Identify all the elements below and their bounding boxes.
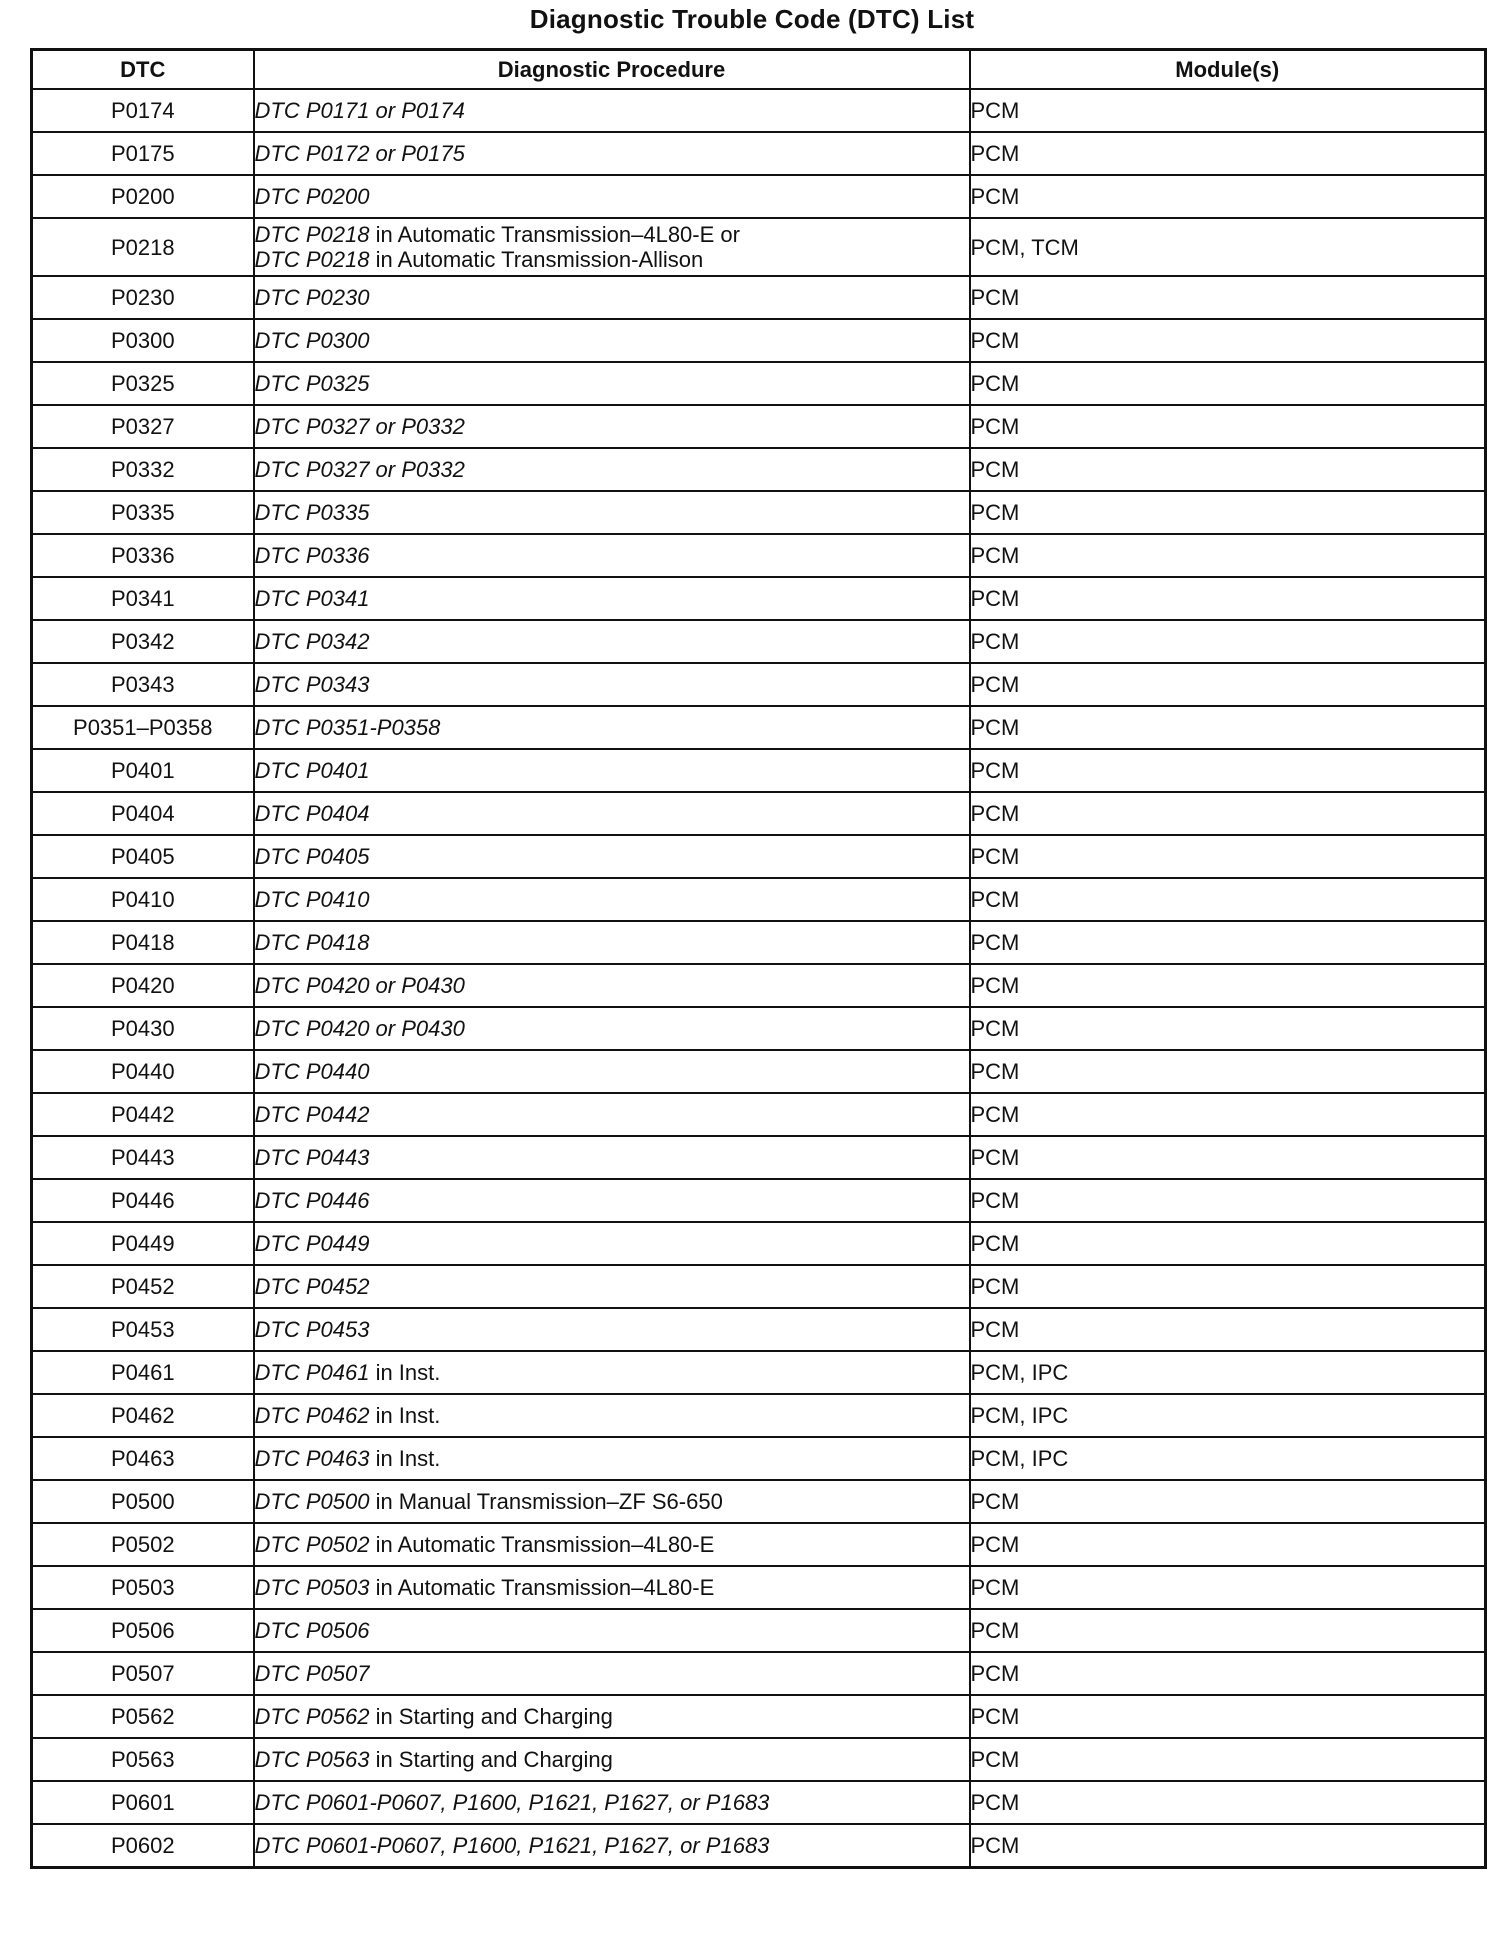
procedure-line (255, 758, 969, 783)
procedure-line (255, 371, 969, 396)
procedure-reference: DTC P0446 (254, 1188, 370, 1213)
diagnostic-procedure-cell (254, 276, 970, 319)
dtc-code-cell: P0327 (32, 405, 254, 448)
dtc-code-cell: P0218 (32, 218, 254, 276)
procedure-reference: DTC P0336 (254, 543, 370, 568)
table-row (32, 276, 1486, 319)
procedure-line (255, 1790, 969, 1815)
modules-cell: PCM (970, 620, 1486, 663)
modules-cell: PCM (970, 1695, 1486, 1738)
modules-cell: PCM (970, 792, 1486, 835)
table-row (32, 1050, 1486, 1093)
diagnostic-procedure-cell (254, 706, 970, 749)
procedure-reference: DTC P0200 (254, 184, 370, 209)
dtc-code-cell: P0405 (32, 835, 254, 878)
dtc-code-cell: P0336 (32, 534, 254, 577)
table-row (32, 1007, 1486, 1050)
dtc-code-cell: P0335 (32, 491, 254, 534)
table-row (32, 405, 1486, 448)
modules-cell: PCM (970, 663, 1486, 706)
procedure-line (255, 1360, 969, 1385)
column-header-dtc: DTC (32, 50, 254, 90)
procedure-line (255, 1231, 969, 1256)
dtc-code-cell: P0463 (32, 1437, 254, 1480)
dtc-code-cell: P0443 (32, 1136, 254, 1179)
procedure-reference: DTC P0342 (254, 629, 370, 654)
dtc-code-cell: P0420 (32, 964, 254, 1007)
procedure-note: in Inst. (369, 1446, 441, 1471)
procedure-line (255, 141, 969, 166)
procedure-reference: DTC P0440 (254, 1059, 370, 1084)
diagnostic-procedure-cell (254, 835, 970, 878)
table-row (32, 1222, 1486, 1265)
procedure-line (255, 586, 969, 611)
modules-cell: PCM, IPC (970, 1394, 1486, 1437)
procedure-reference: DTC P0405 (254, 844, 370, 869)
dtc-code-cell: P0341 (32, 577, 254, 620)
modules-cell: PCM (970, 577, 1486, 620)
table-row (32, 1394, 1486, 1437)
procedure-reference: DTC P0420 or P0430 (254, 1016, 465, 1041)
table-row (32, 706, 1486, 749)
dtc-code-cell: P0174 (32, 89, 254, 132)
procedure-line (255, 1489, 969, 1514)
procedure-reference: DTC P0601-P0607, P1600, P1621, P1627, or P1683 (254, 1833, 770, 1858)
table-row (32, 1609, 1486, 1652)
modules-cell: PCM (970, 1652, 1486, 1695)
procedure-note: in Starting and Charging (369, 1747, 613, 1772)
column-header-modules: Module(s) (970, 50, 1486, 90)
procedure-line (255, 715, 969, 740)
procedure-line (255, 1059, 969, 1084)
procedure-note: in Automatic Transmission–4L80-E (369, 1532, 715, 1557)
diagnostic-procedure-cell (254, 534, 970, 577)
procedure-line (255, 672, 969, 697)
diagnostic-procedure-cell (254, 1394, 970, 1437)
procedure-reference: DTC P0562 (254, 1704, 370, 1729)
diagnostic-procedure-cell (254, 620, 970, 663)
table-row (32, 749, 1486, 792)
procedure-reference: DTC P0218 (254, 247, 370, 272)
modules-cell: PCM (970, 1222, 1486, 1265)
modules-cell: PCM (970, 1609, 1486, 1652)
modules-cell: PCM (970, 175, 1486, 218)
procedure-reference: DTC P0506 (254, 1618, 370, 1643)
dtc-code-cell: P0503 (32, 1566, 254, 1609)
procedure-line (255, 1145, 969, 1170)
modules-cell: PCM (970, 1738, 1486, 1781)
dtc-table (30, 48, 1487, 1869)
table-row (32, 792, 1486, 835)
modules-cell: PCM (970, 89, 1486, 132)
modules-cell: PCM (970, 362, 1486, 405)
diagnostic-procedure-cell (254, 792, 970, 835)
table-row (32, 620, 1486, 663)
diagnostic-procedure-cell (254, 577, 970, 620)
table-row (32, 577, 1486, 620)
diagnostic-procedure-cell (254, 362, 970, 405)
diagnostic-procedure-cell (254, 1652, 970, 1695)
procedure-reference: DTC P0443 (254, 1145, 370, 1170)
procedure-reference: DTC P0463 (254, 1446, 370, 1471)
dtc-code-cell: P0200 (32, 175, 254, 218)
procedure-reference: DTC P0410 (254, 887, 370, 912)
diagnostic-procedure-cell (254, 1824, 970, 1868)
diagnostic-procedure-cell (254, 1050, 970, 1093)
procedure-line (255, 1016, 969, 1041)
table-row (32, 921, 1486, 964)
procedure-line (255, 1446, 969, 1471)
procedure-line (255, 457, 969, 482)
diagnostic-procedure-cell (254, 1093, 970, 1136)
procedure-reference: DTC P0500 (254, 1489, 370, 1514)
diagnostic-procedure-cell (254, 964, 970, 1007)
dtc-code-cell: P0410 (32, 878, 254, 921)
procedure-line (255, 328, 969, 353)
table-row (32, 1437, 1486, 1480)
procedure-line (255, 1747, 969, 1772)
table-row (32, 362, 1486, 405)
diagnostic-procedure-cell (254, 1351, 970, 1394)
diagnostic-procedure-cell (254, 1007, 970, 1050)
table-row (32, 1652, 1486, 1695)
table-row (32, 1308, 1486, 1351)
procedure-reference: DTC P0442 (254, 1102, 370, 1127)
procedure-line (255, 247, 969, 272)
diagnostic-procedure-cell (254, 749, 970, 792)
dtc-code-cell: P0461 (32, 1351, 254, 1394)
dtc-code-cell: P0440 (32, 1050, 254, 1093)
modules-cell: PCM, TCM (970, 218, 1486, 276)
modules-cell: PCM (970, 319, 1486, 362)
procedure-reference: DTC P0462 (254, 1403, 370, 1428)
diagnostic-procedure-cell (254, 218, 970, 276)
diagnostic-procedure-cell (254, 1523, 970, 1566)
procedure-reference: DTC P0327 or P0332 (254, 414, 465, 439)
modules-cell: PCM (970, 835, 1486, 878)
table-row (32, 448, 1486, 491)
procedure-reference: DTC P0218 (254, 222, 370, 247)
procedure-reference: DTC P0420 or P0430 (254, 973, 465, 998)
procedure-line (255, 801, 969, 826)
modules-cell: PCM (970, 448, 1486, 491)
procedure-reference: DTC P0341 (254, 586, 370, 611)
table-row (32, 534, 1486, 577)
modules-cell: PCM (970, 878, 1486, 921)
dtc-code-cell: P0562 (32, 1695, 254, 1738)
diagnostic-procedure-cell (254, 175, 970, 218)
dtc-code-cell: P0332 (32, 448, 254, 491)
procedure-note: in Automatic Transmission–4L80-E or (369, 222, 740, 247)
diagnostic-procedure-cell (254, 1222, 970, 1265)
procedure-line (255, 1403, 969, 1428)
dtc-code-cell: P0325 (32, 362, 254, 405)
procedure-reference: DTC P0401 (254, 758, 370, 783)
dtc-code-cell: P0418 (32, 921, 254, 964)
diagnostic-procedure-cell (254, 319, 970, 362)
diagnostic-procedure-cell (254, 1480, 970, 1523)
diagnostic-procedure-cell (254, 1265, 970, 1308)
procedure-reference: DTC P0461 (254, 1360, 370, 1385)
procedure-note: in Automatic Transmission–4L80-E (369, 1575, 715, 1600)
table-body (32, 89, 1486, 1868)
table-row (32, 218, 1486, 276)
procedure-reference: DTC P0563 (254, 1747, 370, 1772)
procedure-note: in Automatic Transmission-Allison (369, 247, 704, 272)
procedure-reference: DTC P0503 (254, 1575, 370, 1600)
procedure-note: in Inst. (369, 1403, 441, 1428)
diagnostic-procedure-cell (254, 448, 970, 491)
diagnostic-procedure-cell (254, 1136, 970, 1179)
table-row (32, 663, 1486, 706)
modules-cell: PCM, IPC (970, 1437, 1486, 1480)
modules-cell: PCM (970, 405, 1486, 448)
procedure-line (255, 1833, 969, 1858)
procedure-line (255, 1575, 969, 1600)
table-row (32, 1523, 1486, 1566)
procedure-note: in Manual Transmission–ZF S6-650 (369, 1489, 723, 1514)
dtc-code-cell: P0446 (32, 1179, 254, 1222)
dtc-code-cell: P0430 (32, 1007, 254, 1050)
procedure-line (255, 285, 969, 310)
modules-cell: PCM (970, 1566, 1486, 1609)
dtc-code-cell: P0300 (32, 319, 254, 362)
column-header-diagnostic-procedure: Diagnostic Procedure (254, 50, 970, 90)
diagnostic-procedure-cell (254, 89, 970, 132)
dtc-code-cell: P0343 (32, 663, 254, 706)
dtc-code-cell: P0462 (32, 1394, 254, 1437)
modules-cell: PCM (970, 706, 1486, 749)
modules-cell: PCM (970, 1050, 1486, 1093)
dtc-code-cell: P0506 (32, 1609, 254, 1652)
dtc-code-cell: P0601 (32, 1781, 254, 1824)
dtc-code-cell: P0351–P0358 (32, 706, 254, 749)
procedure-reference: DTC P0230 (254, 285, 370, 310)
dtc-code-cell: P0449 (32, 1222, 254, 1265)
diagnostic-procedure-cell (254, 663, 970, 706)
table-row (32, 1179, 1486, 1222)
page-title: Diagnostic Trouble Code (DTC) List (529, 4, 975, 34)
modules-cell: PCM (970, 132, 1486, 175)
dtc-code-cell: P0230 (32, 276, 254, 319)
table-row (32, 1824, 1486, 1868)
modules-cell: PCM (970, 1523, 1486, 1566)
modules-cell: PCM (970, 1007, 1486, 1050)
dtc-code-cell: P0452 (32, 1265, 254, 1308)
modules-cell: PCM (970, 1136, 1486, 1179)
procedure-line (255, 844, 969, 869)
procedure-reference: DTC P0327 or P0332 (254, 457, 465, 482)
diagnostic-procedure-cell (254, 1566, 970, 1609)
procedure-line (255, 500, 969, 525)
procedure-line (255, 1102, 969, 1127)
procedure-reference: DTC P0452 (254, 1274, 370, 1299)
dtc-code-cell: P0342 (32, 620, 254, 663)
modules-cell: PCM (970, 749, 1486, 792)
procedure-reference: DTC P0418 (254, 930, 370, 955)
table-row (32, 1738, 1486, 1781)
table-row (32, 1265, 1486, 1308)
procedure-line (255, 98, 969, 123)
table-row (32, 835, 1486, 878)
modules-cell: PCM (970, 276, 1486, 319)
diagnostic-procedure-cell (254, 132, 970, 175)
procedure-reference: DTC P0325 (254, 371, 370, 396)
procedure-reference: DTC P0453 (254, 1317, 370, 1342)
procedure-reference: DTC P0343 (254, 672, 370, 697)
modules-cell: PCM (970, 1093, 1486, 1136)
dtc-code-cell: P0602 (32, 1824, 254, 1868)
procedure-line (255, 1317, 969, 1342)
diagnostic-procedure-cell (254, 491, 970, 534)
table-row (32, 1781, 1486, 1824)
table-row (32, 175, 1486, 218)
table-row (32, 89, 1486, 132)
modules-cell: PCM (970, 964, 1486, 1007)
diagnostic-procedure-cell (254, 405, 970, 448)
diagnostic-procedure-cell (254, 1179, 970, 1222)
procedure-line (255, 1532, 969, 1557)
procedure-reference: DTC P0172 or P0175 (254, 141, 465, 166)
modules-cell: PCM, IPC (970, 1351, 1486, 1394)
modules-cell: PCM (970, 534, 1486, 577)
table-row (32, 1695, 1486, 1738)
modules-cell: PCM (970, 921, 1486, 964)
table-row (32, 491, 1486, 534)
procedure-reference: DTC P0171 or P0174 (254, 98, 465, 123)
procedure-line (255, 629, 969, 654)
procedure-line (255, 1618, 969, 1643)
procedure-line (255, 973, 969, 998)
procedure-reference: DTC P0351-P0358 (254, 715, 441, 740)
table-row (32, 1566, 1486, 1609)
procedure-line (255, 930, 969, 955)
procedure-line (255, 1661, 969, 1686)
diagnostic-procedure-cell (254, 921, 970, 964)
dtc-code-cell: P0500 (32, 1480, 254, 1523)
modules-cell: PCM (970, 1480, 1486, 1523)
table-row (32, 878, 1486, 921)
procedure-reference: DTC P0502 (254, 1532, 370, 1557)
modules-cell: PCM (970, 491, 1486, 534)
dtc-code-cell: P0401 (32, 749, 254, 792)
procedure-line (255, 222, 969, 247)
table-row (32, 964, 1486, 1007)
procedure-line (255, 1274, 969, 1299)
dtc-code-cell: P0404 (32, 792, 254, 835)
procedure-line (255, 184, 969, 209)
procedure-line (255, 414, 969, 439)
procedure-line (255, 1704, 969, 1729)
diagnostic-procedure-cell (254, 1695, 970, 1738)
table-row (32, 1480, 1486, 1523)
procedure-reference: DTC P0601-P0607, P1600, P1621, P1627, or P1683 (254, 1790, 770, 1815)
dtc-code-cell: P0442 (32, 1093, 254, 1136)
table-row (32, 132, 1486, 175)
dtc-code-cell: P0175 (32, 132, 254, 175)
table-row (32, 319, 1486, 362)
procedure-reference: DTC P0335 (254, 500, 370, 525)
modules-cell: PCM (970, 1265, 1486, 1308)
diagnostic-procedure-cell (254, 1738, 970, 1781)
table-header-row (32, 50, 1486, 90)
modules-cell: PCM (970, 1824, 1486, 1868)
modules-cell: PCM (970, 1179, 1486, 1222)
diagnostic-procedure-cell (254, 1781, 970, 1824)
modules-cell: PCM (970, 1308, 1486, 1351)
procedure-line (255, 1188, 969, 1213)
table-row (32, 1351, 1486, 1394)
procedure-note: in Starting and Charging (369, 1704, 613, 1729)
procedure-note: in Inst. (369, 1360, 441, 1385)
dtc-code-cell: P0563 (32, 1738, 254, 1781)
dtc-code-cell: P0502 (32, 1523, 254, 1566)
procedure-line (255, 543, 969, 568)
diagnostic-procedure-cell (254, 1437, 970, 1480)
procedure-reference: DTC P0300 (254, 328, 370, 353)
modules-cell: PCM (970, 1781, 1486, 1824)
procedure-line (255, 887, 969, 912)
procedure-reference: DTC P0404 (254, 801, 370, 826)
procedure-reference: DTC P0507 (254, 1661, 370, 1686)
diagnostic-procedure-cell (254, 1609, 970, 1652)
diagnostic-procedure-cell (254, 878, 970, 921)
dtc-code-cell: P0507 (32, 1652, 254, 1695)
dtc-code-cell: P0453 (32, 1308, 254, 1351)
diagnostic-procedure-cell (254, 1308, 970, 1351)
table-row (32, 1093, 1486, 1136)
procedure-reference: DTC P0449 (254, 1231, 370, 1256)
table-row (32, 1136, 1486, 1179)
